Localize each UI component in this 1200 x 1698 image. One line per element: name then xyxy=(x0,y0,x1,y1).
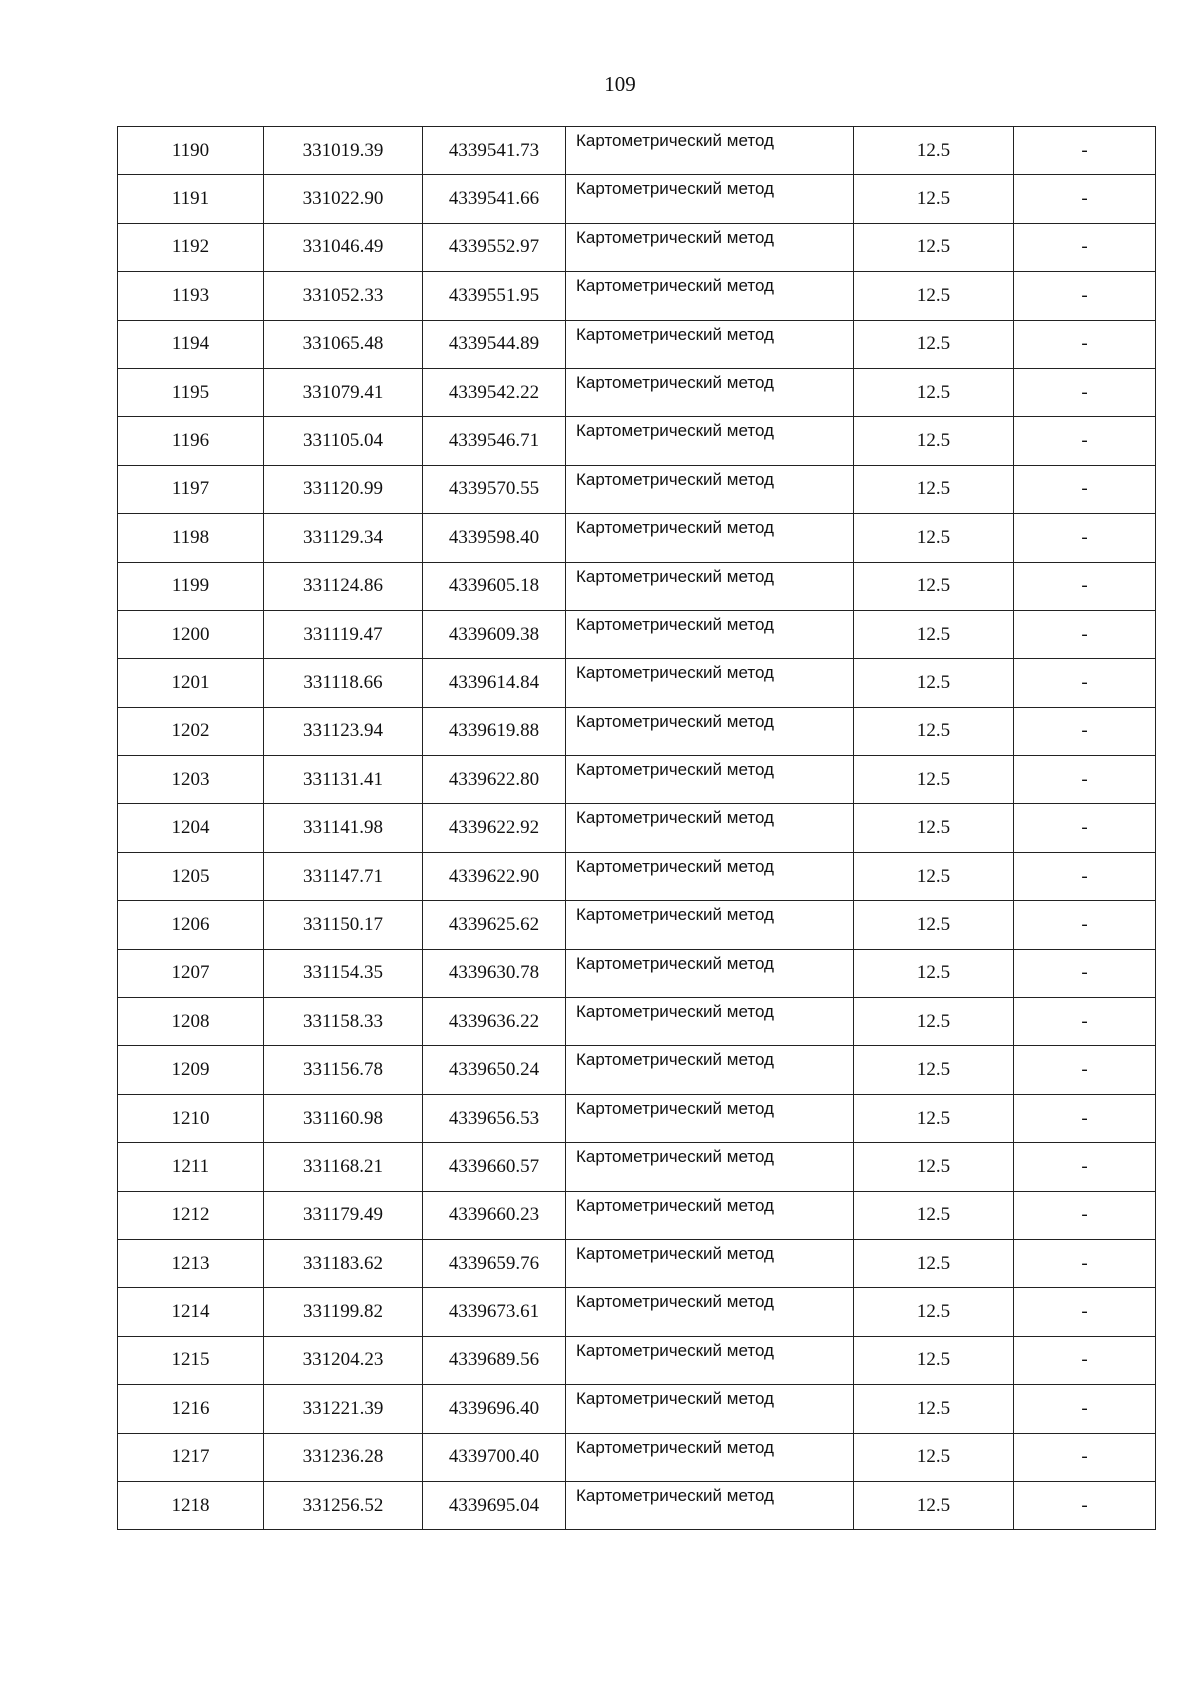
method-cell: Картометрический метод xyxy=(566,320,854,368)
coordinates-table xyxy=(117,126,1156,1530)
y-coordinate-cell: 4339625.62 xyxy=(423,901,566,949)
point-number-cell: 1203 xyxy=(118,756,264,804)
table-row xyxy=(118,1433,1156,1481)
point-number-cell: 1201 xyxy=(118,659,264,707)
table-row xyxy=(118,320,1156,368)
y-coordinate-cell: 4339622.92 xyxy=(423,804,566,852)
method-cell: Картометрический метод xyxy=(566,1239,854,1287)
x-coordinate-cell: 331129.34 xyxy=(264,514,423,562)
note-cell: - xyxy=(1014,659,1156,707)
method-cell: Картометрический метод xyxy=(566,804,854,852)
point-number-cell: 1216 xyxy=(118,1385,264,1433)
note-cell: - xyxy=(1014,949,1156,997)
point-number-cell: 1209 xyxy=(118,1046,264,1094)
table-row xyxy=(118,1481,1156,1529)
accuracy-cell: 12.5 xyxy=(854,127,1014,175)
table-row xyxy=(118,368,1156,416)
accuracy-cell: 12.5 xyxy=(854,610,1014,658)
x-coordinate-cell: 331236.28 xyxy=(264,1433,423,1481)
method-cell: Картометрический метод xyxy=(566,998,854,1046)
note-cell: - xyxy=(1014,1094,1156,1142)
y-coordinate-cell: 4339541.73 xyxy=(423,127,566,175)
point-number-cell: 1196 xyxy=(118,417,264,465)
y-coordinate-cell: 4339542.22 xyxy=(423,368,566,416)
accuracy-cell: 12.5 xyxy=(854,1191,1014,1239)
accuracy-cell: 12.5 xyxy=(854,223,1014,271)
table-row xyxy=(118,175,1156,223)
accuracy-cell: 12.5 xyxy=(854,707,1014,755)
point-number-cell: 1206 xyxy=(118,901,264,949)
point-number-cell: 1191 xyxy=(118,175,264,223)
point-number-cell: 1198 xyxy=(118,514,264,562)
method-cell: Картометрический метод xyxy=(566,1385,854,1433)
note-cell: - xyxy=(1014,272,1156,320)
y-coordinate-cell: 4339689.56 xyxy=(423,1336,566,1384)
point-number-cell: 1194 xyxy=(118,320,264,368)
y-coordinate-cell: 4339636.22 xyxy=(423,998,566,1046)
point-number-cell: 1199 xyxy=(118,562,264,610)
x-coordinate-cell: 331131.41 xyxy=(264,756,423,804)
point-number-cell: 1212 xyxy=(118,1191,264,1239)
accuracy-cell: 12.5 xyxy=(854,852,1014,900)
note-cell: - xyxy=(1014,610,1156,658)
y-coordinate-cell: 4339541.66 xyxy=(423,175,566,223)
note-cell: - xyxy=(1014,562,1156,610)
point-number-cell: 1202 xyxy=(118,707,264,755)
point-number-cell: 1207 xyxy=(118,949,264,997)
table-row xyxy=(118,659,1156,707)
table-row xyxy=(118,1191,1156,1239)
method-cell: Картометрический метод xyxy=(566,1191,854,1239)
method-cell: Картометрический метод xyxy=(566,1336,854,1384)
accuracy-cell: 12.5 xyxy=(854,1481,1014,1529)
y-coordinate-cell: 4339598.40 xyxy=(423,514,566,562)
x-coordinate-cell: 331019.39 xyxy=(264,127,423,175)
note-cell: - xyxy=(1014,804,1156,852)
table-row xyxy=(118,127,1156,175)
accuracy-cell: 12.5 xyxy=(854,949,1014,997)
method-cell: Картометрический метод xyxy=(566,1046,854,1094)
accuracy-cell: 12.5 xyxy=(854,465,1014,513)
x-coordinate-cell: 331119.47 xyxy=(264,610,423,658)
y-coordinate-cell: 4339656.53 xyxy=(423,1094,566,1142)
y-coordinate-cell: 4339660.23 xyxy=(423,1191,566,1239)
x-coordinate-cell: 331179.49 xyxy=(264,1191,423,1239)
x-coordinate-cell: 331118.66 xyxy=(264,659,423,707)
note-cell: - xyxy=(1014,1143,1156,1191)
y-coordinate-cell: 4339696.40 xyxy=(423,1385,566,1433)
point-number-cell: 1204 xyxy=(118,804,264,852)
note-cell: - xyxy=(1014,1288,1156,1336)
method-cell: Картометрический метод xyxy=(566,610,854,658)
accuracy-cell: 12.5 xyxy=(854,175,1014,223)
accuracy-cell: 12.5 xyxy=(854,998,1014,1046)
accuracy-cell: 12.5 xyxy=(854,417,1014,465)
method-cell: Картометрический метод xyxy=(566,1288,854,1336)
y-coordinate-cell: 4339622.90 xyxy=(423,852,566,900)
note-cell: - xyxy=(1014,465,1156,513)
point-number-cell: 1200 xyxy=(118,610,264,658)
x-coordinate-cell: 331160.98 xyxy=(264,1094,423,1142)
y-coordinate-cell: 4339673.61 xyxy=(423,1288,566,1336)
point-number-cell: 1215 xyxy=(118,1336,264,1384)
method-cell: Картометрический метод xyxy=(566,756,854,804)
table-row xyxy=(118,465,1156,513)
point-number-cell: 1190 xyxy=(118,127,264,175)
y-coordinate-cell: 4339551.95 xyxy=(423,272,566,320)
table-row xyxy=(118,1385,1156,1433)
accuracy-cell: 12.5 xyxy=(854,562,1014,610)
coordinates-table-body xyxy=(118,127,1156,1530)
y-coordinate-cell: 4339630.78 xyxy=(423,949,566,997)
accuracy-cell: 12.5 xyxy=(854,368,1014,416)
table-row xyxy=(118,272,1156,320)
accuracy-cell: 12.5 xyxy=(854,756,1014,804)
table-row xyxy=(118,223,1156,271)
note-cell: - xyxy=(1014,127,1156,175)
y-coordinate-cell: 4339619.88 xyxy=(423,707,566,755)
method-cell: Картометрический метод xyxy=(566,514,854,562)
y-coordinate-cell: 4339700.40 xyxy=(423,1433,566,1481)
y-coordinate-cell: 4339609.38 xyxy=(423,610,566,658)
x-coordinate-cell: 331022.90 xyxy=(264,175,423,223)
x-coordinate-cell: 331105.04 xyxy=(264,417,423,465)
method-cell: Картометрический метод xyxy=(566,175,854,223)
point-number-cell: 1217 xyxy=(118,1433,264,1481)
note-cell: - xyxy=(1014,1385,1156,1433)
method-cell: Картометрический метод xyxy=(566,223,854,271)
table-row xyxy=(118,562,1156,610)
note-cell: - xyxy=(1014,852,1156,900)
point-number-cell: 1211 xyxy=(118,1143,264,1191)
method-cell: Картометрический метод xyxy=(566,1433,854,1481)
note-cell: - xyxy=(1014,1433,1156,1481)
table-row xyxy=(118,1046,1156,1094)
point-number-cell: 1218 xyxy=(118,1481,264,1529)
table-row xyxy=(118,756,1156,804)
method-cell: Картометрический метод xyxy=(566,1481,854,1529)
accuracy-cell: 12.5 xyxy=(854,1046,1014,1094)
y-coordinate-cell: 4339650.24 xyxy=(423,1046,566,1094)
y-coordinate-cell: 4339552.97 xyxy=(423,223,566,271)
note-cell: - xyxy=(1014,320,1156,368)
x-coordinate-cell: 331150.17 xyxy=(264,901,423,949)
note-cell: - xyxy=(1014,175,1156,223)
x-coordinate-cell: 331147.71 xyxy=(264,852,423,900)
table-row xyxy=(118,1288,1156,1336)
y-coordinate-cell: 4339546.71 xyxy=(423,417,566,465)
accuracy-cell: 12.5 xyxy=(854,1336,1014,1384)
y-coordinate-cell: 4339659.76 xyxy=(423,1239,566,1287)
x-coordinate-cell: 331183.62 xyxy=(264,1239,423,1287)
method-cell: Картометрический метод xyxy=(566,901,854,949)
note-cell: - xyxy=(1014,514,1156,562)
method-cell: Картометрический метод xyxy=(566,707,854,755)
table-row xyxy=(118,1143,1156,1191)
accuracy-cell: 12.5 xyxy=(854,659,1014,707)
method-cell: Картометрический метод xyxy=(566,1094,854,1142)
note-cell: - xyxy=(1014,998,1156,1046)
y-coordinate-cell: 4339622.80 xyxy=(423,756,566,804)
x-coordinate-cell: 331079.41 xyxy=(264,368,423,416)
accuracy-cell: 12.5 xyxy=(854,1288,1014,1336)
y-coordinate-cell: 4339605.18 xyxy=(423,562,566,610)
table-row xyxy=(118,1239,1156,1287)
point-number-cell: 1192 xyxy=(118,223,264,271)
accuracy-cell: 12.5 xyxy=(854,1239,1014,1287)
accuracy-cell: 12.5 xyxy=(854,514,1014,562)
method-cell: Картометрический метод xyxy=(566,852,854,900)
note-cell: - xyxy=(1014,1336,1156,1384)
note-cell: - xyxy=(1014,417,1156,465)
x-coordinate-cell: 331168.21 xyxy=(264,1143,423,1191)
table-row xyxy=(118,901,1156,949)
accuracy-cell: 12.5 xyxy=(854,1433,1014,1481)
accuracy-cell: 12.5 xyxy=(854,1385,1014,1433)
table-row xyxy=(118,949,1156,997)
accuracy-cell: 12.5 xyxy=(854,320,1014,368)
point-number-cell: 1195 xyxy=(118,368,264,416)
x-coordinate-cell: 331120.99 xyxy=(264,465,423,513)
point-number-cell: 1197 xyxy=(118,465,264,513)
x-coordinate-cell: 331256.52 xyxy=(264,1481,423,1529)
note-cell: - xyxy=(1014,1481,1156,1529)
y-coordinate-cell: 4339695.04 xyxy=(423,1481,566,1529)
table-row xyxy=(118,1336,1156,1384)
method-cell: Картометрический метод xyxy=(566,272,854,320)
accuracy-cell: 12.5 xyxy=(854,804,1014,852)
y-coordinate-cell: 4339570.55 xyxy=(423,465,566,513)
note-cell: - xyxy=(1014,223,1156,271)
table-row xyxy=(118,707,1156,755)
accuracy-cell: 12.5 xyxy=(854,1094,1014,1142)
accuracy-cell: 12.5 xyxy=(854,901,1014,949)
note-cell: - xyxy=(1014,1191,1156,1239)
point-number-cell: 1213 xyxy=(118,1239,264,1287)
table-row xyxy=(118,804,1156,852)
x-coordinate-cell: 331123.94 xyxy=(264,707,423,755)
table-row xyxy=(118,852,1156,900)
method-cell: Картометрический метод xyxy=(566,368,854,416)
y-coordinate-cell: 4339660.57 xyxy=(423,1143,566,1191)
x-coordinate-cell: 331065.48 xyxy=(264,320,423,368)
x-coordinate-cell: 331158.33 xyxy=(264,998,423,1046)
method-cell: Картометрический метод xyxy=(566,659,854,707)
x-coordinate-cell: 331052.33 xyxy=(264,272,423,320)
point-number-cell: 1205 xyxy=(118,852,264,900)
note-cell: - xyxy=(1014,756,1156,804)
method-cell: Картометрический метод xyxy=(566,949,854,997)
table-row xyxy=(118,1094,1156,1142)
page-number: 109 xyxy=(604,72,636,96)
note-cell: - xyxy=(1014,1046,1156,1094)
method-cell: Картометрический метод xyxy=(566,562,854,610)
accuracy-cell: 12.5 xyxy=(854,1143,1014,1191)
y-coordinate-cell: 4339614.84 xyxy=(423,659,566,707)
method-cell: Картометрический метод xyxy=(566,465,854,513)
point-number-cell: 1208 xyxy=(118,998,264,1046)
x-coordinate-cell: 331154.35 xyxy=(264,949,423,997)
table-row xyxy=(118,998,1156,1046)
x-coordinate-cell: 331046.49 xyxy=(264,223,423,271)
table-row xyxy=(118,610,1156,658)
note-cell: - xyxy=(1014,368,1156,416)
x-coordinate-cell: 331221.39 xyxy=(264,1385,423,1433)
x-coordinate-cell: 331204.23 xyxy=(264,1336,423,1384)
table-row xyxy=(118,417,1156,465)
accuracy-cell: 12.5 xyxy=(854,272,1014,320)
note-cell: - xyxy=(1014,1239,1156,1287)
x-coordinate-cell: 331156.78 xyxy=(264,1046,423,1094)
x-coordinate-cell: 331199.82 xyxy=(264,1288,423,1336)
point-number-cell: 1214 xyxy=(118,1288,264,1336)
point-number-cell: 1210 xyxy=(118,1094,264,1142)
y-coordinate-cell: 4339544.89 xyxy=(423,320,566,368)
table-row xyxy=(118,514,1156,562)
method-cell: Картометрический метод xyxy=(566,1143,854,1191)
note-cell: - xyxy=(1014,707,1156,755)
method-cell: Картометрический метод xyxy=(566,417,854,465)
x-coordinate-cell: 331141.98 xyxy=(264,804,423,852)
x-coordinate-cell: 331124.86 xyxy=(264,562,423,610)
note-cell: - xyxy=(1014,901,1156,949)
method-cell: Картометрический метод xyxy=(566,127,854,175)
point-number-cell: 1193 xyxy=(118,272,264,320)
